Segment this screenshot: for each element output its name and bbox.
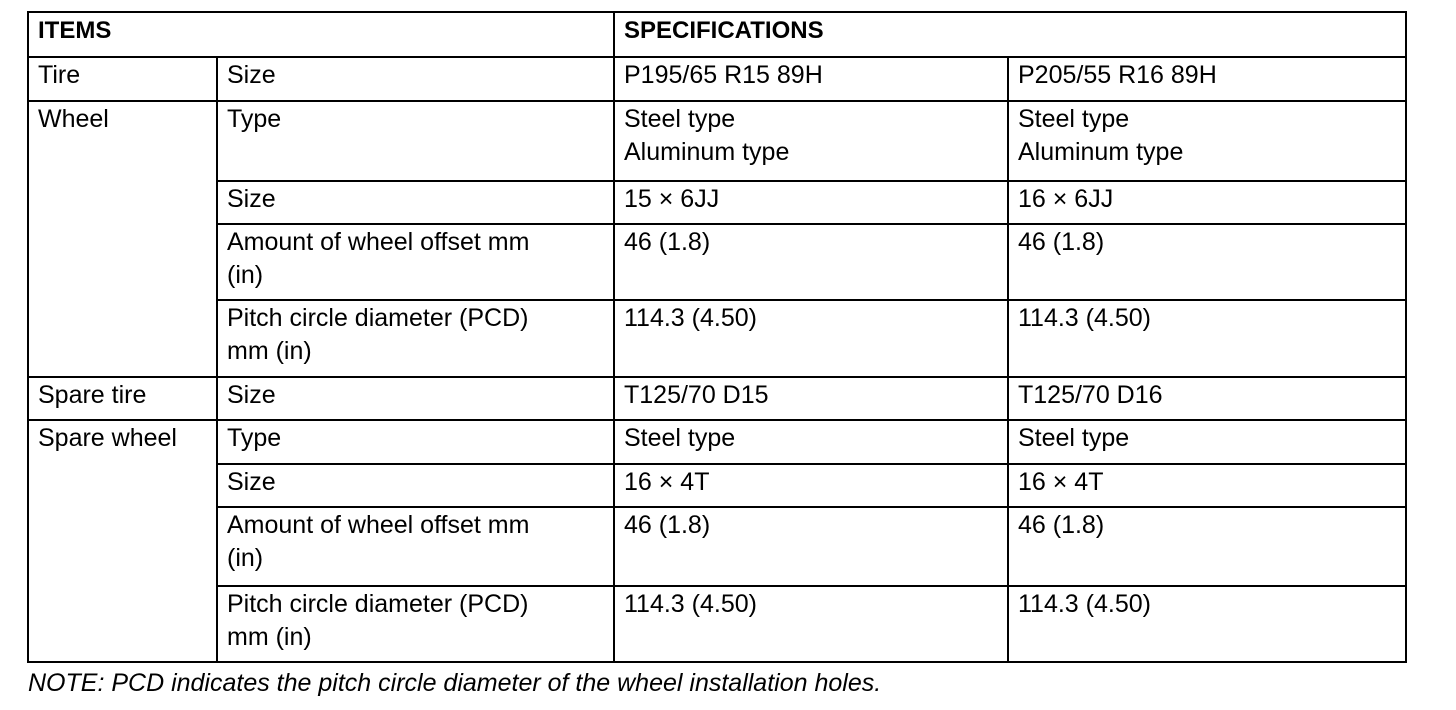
wheel-offset-label: Amount of wheel offset mm (in)	[217, 224, 614, 300]
wheel-type-label: Type	[217, 101, 614, 181]
items-header: ITEMS	[28, 12, 614, 57]
spare-wheel-size-spec-2: 16 × 4T	[1008, 464, 1406, 507]
spare-wheel-offset-spec-1: 46 (1.8)	[614, 507, 1008, 586]
wheel-size-spec-1: 15 × 6JJ	[614, 181, 1008, 224]
specifications-table	[27, 11, 1407, 663]
spare-tire-item-cell: Spare tire	[28, 377, 217, 420]
spare-wheel-size-spec-1: 16 × 4T	[614, 464, 1008, 507]
spare-wheel-pcd-label: Pitch circle diameter (PCD) mm (in)	[217, 586, 614, 662]
wheel-pcd-spec-2: 114.3 (4.50)	[1008, 300, 1406, 377]
tire-size-label: Size	[217, 57, 614, 101]
spare-wheel-size-row	[28, 464, 1406, 507]
tire-size-spec-1: P195/65 R15 89H	[614, 57, 1008, 101]
wheel-size-row	[28, 181, 1406, 224]
footnote: NOTE: PCD indicates the pitch circle diameter of the wheel installation holes.	[28, 669, 882, 697]
spare-wheel-item-cell: Spare wheel	[28, 420, 217, 662]
wheel-offset-spec-2: 46 (1.8)	[1008, 224, 1406, 300]
spare-wheel-pcd-spec-2: 114.3 (4.50)	[1008, 586, 1406, 662]
wheel-pcd-spec-1: 114.3 (4.50)	[614, 300, 1008, 377]
tire-item-cell: Tire	[28, 57, 217, 101]
spare-wheel-type-spec-2: Steel type	[1008, 420, 1406, 464]
tire-size-spec-2: P205/55 R16 89H	[1008, 57, 1406, 101]
wheel-size-label: Size	[217, 181, 614, 224]
spare-tire-size-label: Size	[217, 377, 614, 420]
spare-wheel-offset-row	[28, 507, 1406, 586]
spare-wheel-offset-spec-2: 46 (1.8)	[1008, 507, 1406, 586]
spare-wheel-type-label: Type	[217, 420, 614, 464]
wheel-offset-row	[28, 224, 1406, 300]
spare-tire-size-spec-2: T125/70 D16	[1008, 377, 1406, 420]
tire-size-row	[28, 57, 1406, 101]
wheel-pcd-label: Pitch circle diameter (PCD) mm (in)	[217, 300, 614, 377]
wheel-type-row	[28, 101, 1406, 181]
wheel-offset-spec-1: 46 (1.8)	[614, 224, 1008, 300]
wheel-type-spec-2: Steel type Aluminum type	[1008, 101, 1406, 181]
spare-wheel-pcd-spec-1: 114.3 (4.50)	[614, 586, 1008, 662]
spare-tire-size-row	[28, 377, 1406, 420]
spare-wheel-type-row	[28, 420, 1406, 464]
wheel-type-spec-1: Steel type Aluminum type	[614, 101, 1008, 181]
spare-wheel-pcd-row	[28, 586, 1406, 662]
spare-tire-size-spec-1: T125/70 D15	[614, 377, 1008, 420]
header-row	[28, 12, 1406, 57]
wheel-pcd-row	[28, 300, 1406, 377]
wheel-item-cell: Wheel	[28, 101, 217, 377]
spare-wheel-size-label: Size	[217, 464, 614, 507]
wheel-size-spec-2: 16 × 6JJ	[1008, 181, 1406, 224]
spare-wheel-offset-label: Amount of wheel offset mm (in)	[217, 507, 614, 586]
specifications-header: SPECIFICATIONS	[614, 12, 1406, 57]
spare-wheel-type-spec-1: Steel type	[614, 420, 1008, 464]
